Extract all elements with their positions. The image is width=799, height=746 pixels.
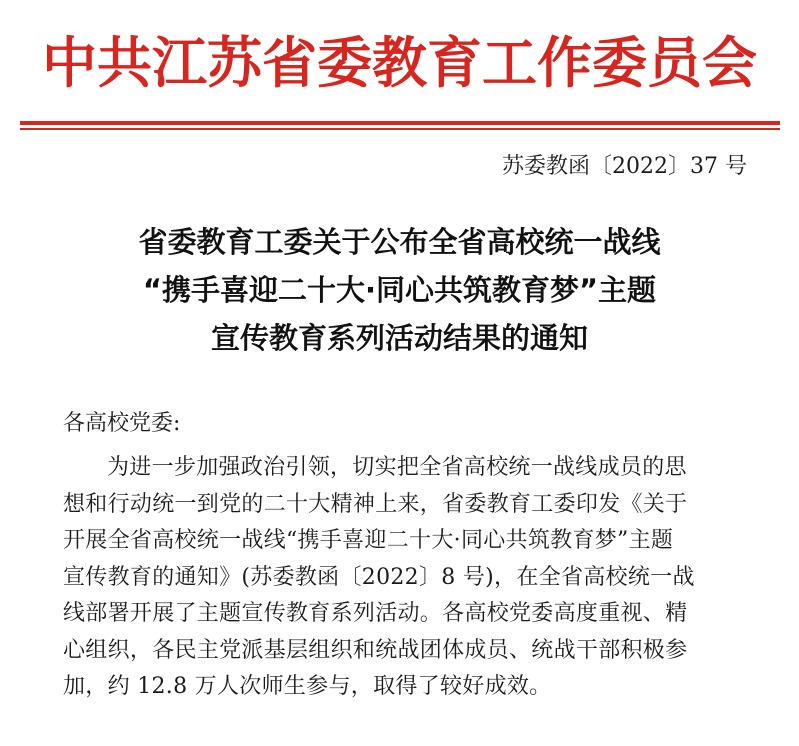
body-line: 宣传教育的通知》(苏委教函〔2022〕8 号)，在全省高校统一战: [63, 564, 695, 590]
body-line: 想和行动统一到党的二十大精神上来，省委教育工委印发《关于: [63, 491, 688, 517]
title-line: 宣传教育系列活动结果的通知: [210, 321, 588, 355]
header-divider-thick: [20, 121, 780, 125]
document-title: [0, 218, 799, 362]
body-line: 为进一步加强政治引领，切实把全省高校统一战线成员的思: [107, 455, 687, 480]
body-text: [63, 450, 743, 706]
body-line: 线部署开展了主题宣传教育系列活动。各高校党委高度重视、精: [63, 601, 688, 626]
title-line: “携手喜迎二十大·同心共筑教育梦”主题: [142, 273, 657, 307]
issuing-organization-header: 中共江苏省委教育工作委员会: [41, 31, 757, 95]
body-line: 开展全省高校统一战线“携手喜迎二十大·同心共筑教育梦”主题: [63, 528, 674, 553]
body-line: 心组织，各民主党派基层组织和统战团体成员、统战干部积极参: [63, 637, 688, 663]
title-line: 省委教育工委关于公布全省高校统一战线: [138, 225, 661, 259]
addressee: 各高校党委:: [63, 411, 181, 436]
header-divider-thin: [20, 128, 780, 130]
document-number: 苏委教函〔2022〕37 号: [502, 154, 747, 179]
body-line: 加，约 12.8 万人次师生参与，取得了较好成效。: [63, 674, 552, 699]
